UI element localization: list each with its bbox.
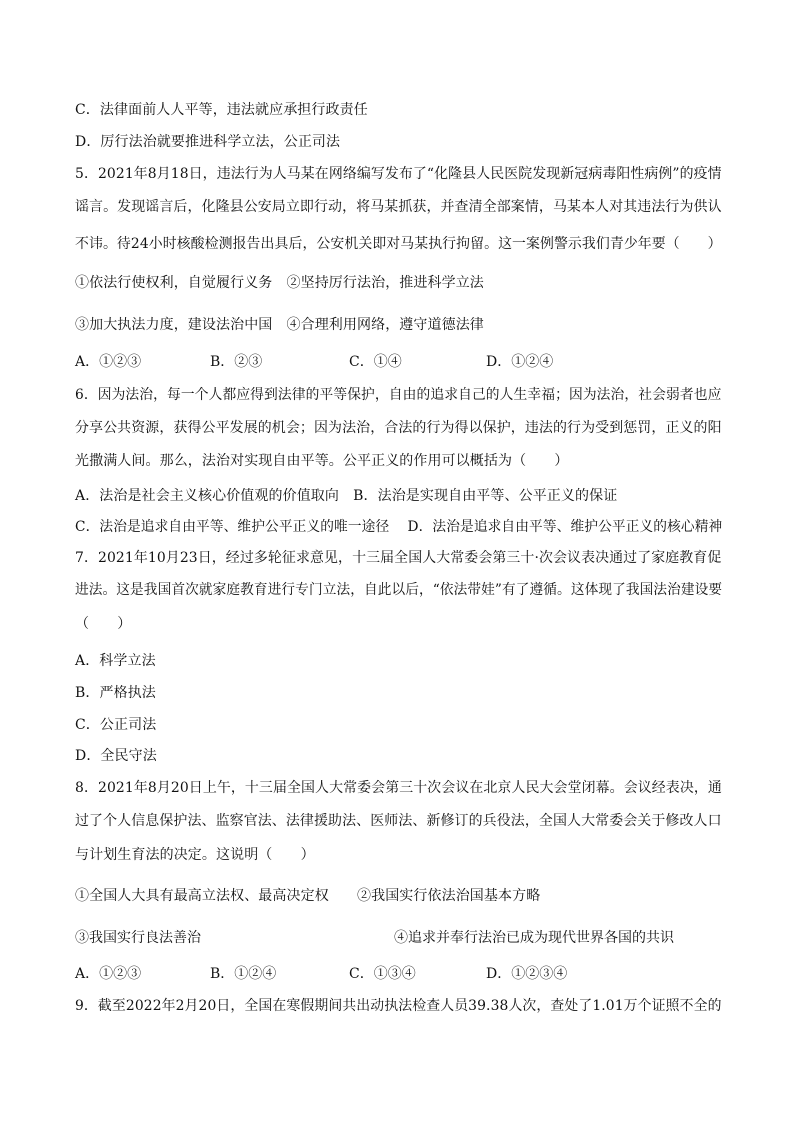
q7-option-b: B．严格执法 [75,685,156,701]
q8-option-c: C．①③④ [349,966,416,982]
q5-statements-3-4: ③加大执法力度，建设法治中国 ④合理利用网络，遵守道德法律 [75,317,484,333]
q6-stem-line-3: 光撒满人间。那么，法治对实现自由平等。公平正义的作用可以概括为（ ） [75,453,569,469]
q8-option-a: A．①②③ [75,966,142,982]
q7-stem-line-1: 7．2021年10月23日，经过多轮征求意见，十三届全国人大常委会第三十·次会议表决通过了家庭教育促 [75,550,722,566]
q8-statements-1-2: ①全国人大具有最高立法权、最高决定权 ②我国实行依法治国基本方略 [75,888,541,904]
q8-option-d: D．①②③④ [486,966,568,982]
q7-option-c: C．公正司法 [75,717,157,733]
q4-option-c: C．法律面前人人平等，违法就应承担行政责任 [75,102,368,118]
q8-option-b: B．①②④ [210,966,277,982]
q5-option-c: C．①④ [349,354,402,370]
q9-stem-line-1: 9．截至2022年2月20日，全国在寒假期间共出动执法检查人员39.38人次，查处了1.01万个证照不全的 [75,998,722,1014]
q8-statement-3: ③我国实行良法善治 [75,930,201,946]
q7-option-d: D．全民守法 [75,748,157,764]
q7-stem-line-2: 进法。这是我国首次就家庭教育进行专门立法，自此以后，“依法带娃”有了遵循。这体现了我国法治建设要 [75,582,723,598]
q6-options-a-b: A．法治是社会主义核心价值观的价值取向 B．法治是实现自由平等、公平正义的保证 [75,488,618,504]
q6-stem-line-1: 6．因为法治，每一个人都应得到法律的平等保护，自由的追求自己的人生幸福；因为法治，社会弱者也应 [75,387,722,403]
q7-answer-blank: （ ） [75,616,132,632]
q8-stem-line-3: 与计划生育法的决定。这说明（ ） [75,847,315,863]
q5-option-d: D．①②④ [486,354,554,370]
q4-option-d: D．厉行法治就要推进科学立法，公正司法 [75,134,341,150]
q8-stem-line-2: 过了个人信息保护法、监察官法、法律援助法、医师法、新修订的兵役法，全国人大常委会关于修改人口 [75,813,722,829]
q6-stem-line-2: 分享公共资源，获得公平发展的机会；因为法治，合法的行为得以保护，违法的行为受到惩罚，正义的阳 [75,420,722,436]
q5-stem-line-1: 5．2021年8月18日，违法行为人马某在网络编写发布了“化隆县人民医院发现新冠病毒阳性病例”的疫情 [75,166,722,182]
q8-stem-line-1: 8．2021年8月20日上午，十三届全国人大常委会第三十次会议在北京人民大会堂闭幕。会议经表决，通 [75,780,722,796]
q7-option-a: A．科学立法 [75,653,156,669]
q5-statements-1-2: ①依法行使权利，自觉履行义务 ②坚持厉行法治，推进科学立法 [75,275,484,291]
q5-stem-line-3: 不讳。待24小时核酸检测报告出具后，公安机关即对马某执行拘留。这一案例警示我们青少年要（ ） [75,236,722,252]
q6-options-c-d: C．法治是追求自由平等、维护公平正义的唯一途径 D．法治是追求自由平等、维护公平正义的核心精神 [75,519,723,535]
q5-option-a: A．①②③ [75,354,142,370]
q5-stem-line-2: 谣言。发现谣言后，化隆县公安局立即行动，将马某抓获，并查清全部案情，马某本人对其违法行为供认 [75,199,722,215]
q5-option-b: B．②③ [210,354,263,370]
q8-statement-4: ④追求并奉行法治已成为现代世界各国的共识 [394,930,674,946]
